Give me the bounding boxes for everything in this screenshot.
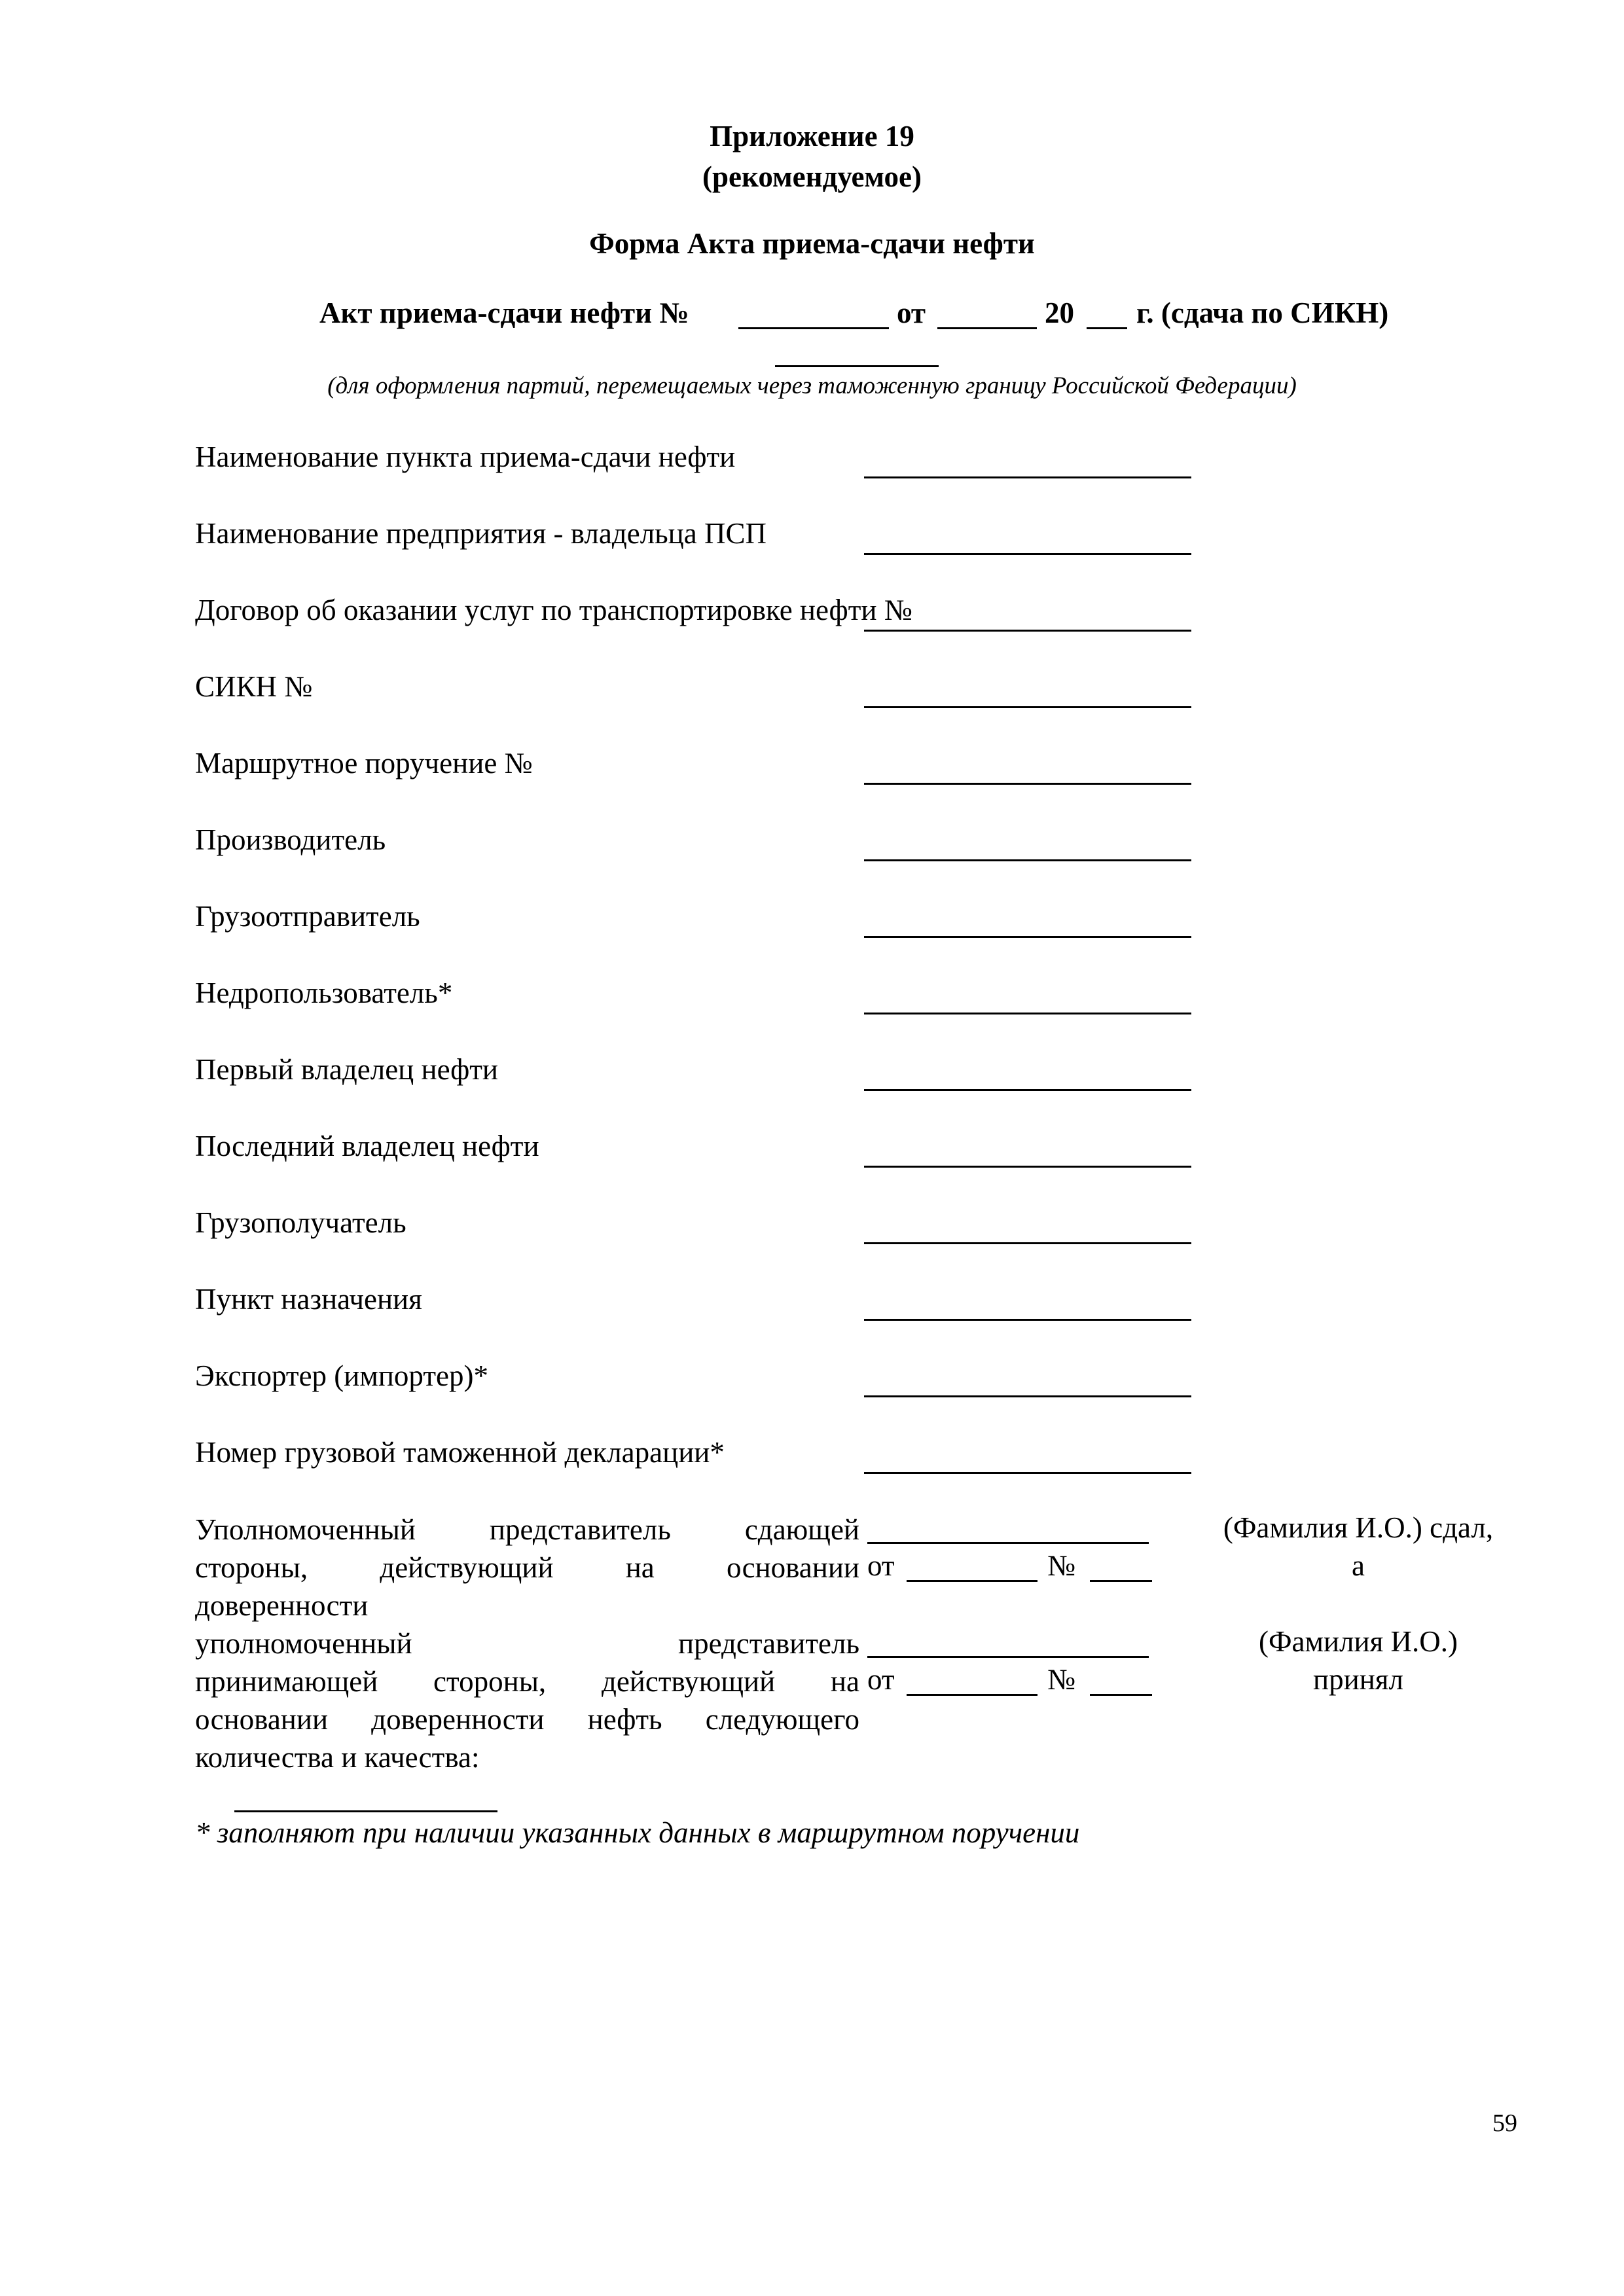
page-number: 59 (1492, 2109, 1517, 2137)
act-number-blank[interactable] (738, 327, 889, 329)
buyer-date-blank[interactable] (907, 1694, 1038, 1696)
seller-number-label: № (1047, 1549, 1075, 1582)
field-label: Недропользователь* (195, 977, 453, 1009)
act-title-suffix: г. (сдача по СИКН) (1136, 296, 1389, 329)
field-input-line[interactable] (864, 630, 1191, 632)
act-year-blank[interactable] (1087, 327, 1127, 329)
appendix-subtitle: (рекомендуемое) (702, 160, 922, 193)
seller-number-blank[interactable] (1090, 1580, 1152, 1582)
field-label: Экспортер (импортер)* (195, 1359, 488, 1392)
field-input-line[interactable] (864, 1319, 1191, 1321)
field-input-line[interactable] (864, 1395, 1191, 1397)
buyer-signature-blank[interactable] (867, 1656, 1149, 1658)
sig-line-4: уполномоченный представитель (195, 1627, 859, 1660)
field-input-line[interactable] (864, 859, 1191, 861)
field-label: Наименование предприятия - владельца ПСП (195, 517, 767, 550)
sig-line-2: стороны, действующий на основании (195, 1551, 859, 1584)
field-label: Первый владелец нефти (195, 1053, 499, 1086)
sig-line-1: Уполномоченный представитель сдающей (195, 1513, 859, 1546)
field-label: Грузоотправитель (195, 900, 420, 933)
sig-line-7: количества и качества: (195, 1741, 480, 1774)
field-label: Маршрутное поручение № (195, 747, 533, 780)
field-input-line[interactable] (864, 476, 1191, 478)
seller-name-label: (Фамилия И.О.) сдал, (1223, 1511, 1494, 1544)
field-label: Номер грузовой таможенной декларации* (195, 1436, 725, 1469)
sig-line-5: принимающей стороны, действующий на (195, 1665, 859, 1698)
buyer-name-label: (Фамилия И.О.) (1258, 1625, 1458, 1658)
field-input-line[interactable] (864, 1089, 1191, 1091)
act-extra-blank[interactable] (775, 365, 939, 367)
seller-date-blank[interactable] (907, 1580, 1038, 1582)
footnote: * заполняют при наличии указанных данных в маршрутном поручении (195, 1816, 1080, 1849)
field-input-line[interactable] (864, 706, 1191, 708)
field-input-line[interactable] (864, 1242, 1191, 1244)
seller-tail: а (1352, 1549, 1365, 1582)
buyer-tail: принял (1313, 1663, 1403, 1696)
buyer-from-label: от (867, 1663, 895, 1696)
seller-from-label: от (867, 1549, 895, 1582)
field-input-line[interactable] (864, 553, 1191, 555)
act-title-from: от (897, 296, 926, 329)
seller-signature-blank[interactable] (867, 1542, 1149, 1544)
footnote-separator (234, 1810, 497, 1812)
field-label: Последний владелец нефти (195, 1130, 539, 1162)
field-label: Производитель (195, 823, 386, 856)
sig-line-3: доверенности (195, 1589, 369, 1622)
field-input-line[interactable] (864, 783, 1191, 785)
field-label: Грузополучатель (195, 1206, 406, 1239)
field-input-line[interactable] (864, 1013, 1191, 1014)
act-note: (для оформления партий, перемещаемых через таможенную границу Российской Федерации) (327, 372, 1297, 399)
appendix-title: Приложение 19 (710, 120, 914, 152)
sig-line-6: основании доверенности нефть следующего (195, 1703, 859, 1736)
field-label: Наименование пункта приема-сдачи нефти (195, 440, 736, 473)
act-title-year: 20 (1045, 296, 1074, 329)
field-label: Договор об оказании услуг по транспортировке нефти № (195, 594, 912, 626)
field-input-line[interactable] (864, 936, 1191, 938)
form-title: Форма Акта приема-сдачи нефти (589, 227, 1035, 260)
field-label: СИКН № (195, 670, 313, 703)
field-label: Пункт назначения (195, 1283, 422, 1316)
buyer-number-blank[interactable] (1090, 1694, 1152, 1696)
buyer-number-label: № (1047, 1663, 1075, 1696)
field-input-line[interactable] (864, 1472, 1191, 1474)
field-input-line[interactable] (864, 1166, 1191, 1168)
act-title-prefix: Акт приема-сдачи нефти № (319, 296, 689, 329)
act-date-blank[interactable] (937, 327, 1037, 329)
